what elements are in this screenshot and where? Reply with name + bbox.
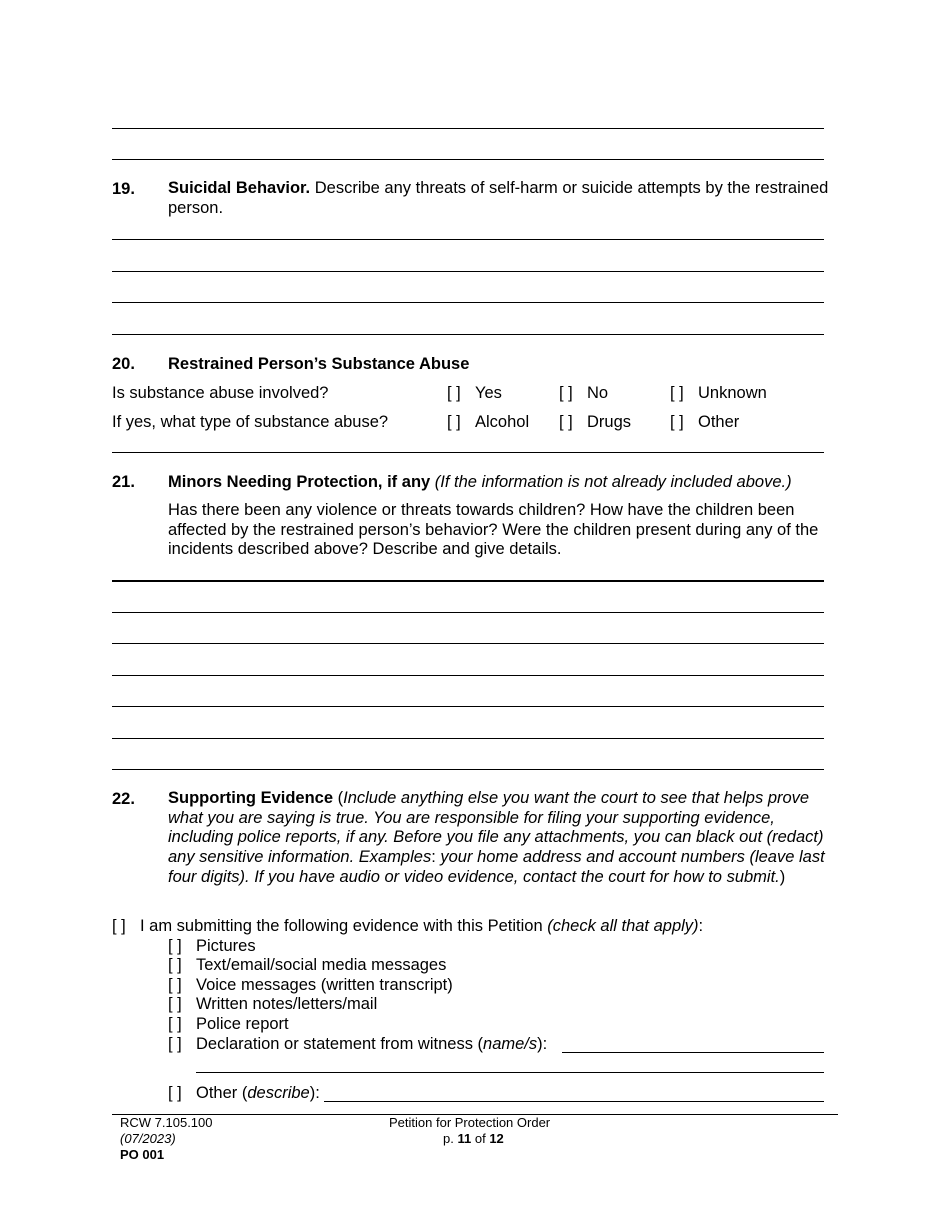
section-21-heading [168,472,792,492]
blank-line[interactable] [112,302,824,303]
checkbox-bracket: [ ] [168,1084,182,1102]
section-22-heading: Supporting Evidence (Include anything else you want the court to see that helps prove what you are saying is true. You are responsible for filing your supporting evidence, including police reports, if any. Before you file any attachments, you can black out (redact) any sensitive information. Examples: your home address and account numbers (leave last four digits). If you have audio or video evidence, contact the court for how to submit.) [168,789,825,886]
checkbox-messages[interactable]: [ ] Text/email/social media messages [168,956,447,974]
checkbox-bracket: [ ] [168,1015,182,1033]
other-describe-field[interactable] [324,1101,824,1102]
section-19-number: 19. [112,180,135,198]
section-22-note-cont: your home address and account numbers (leave last four digits). If you have audio or video evidence, contact the court for how to submit. [168,848,825,886]
section-19-text: Describe any threats of self-harm or suicide attempts by the restrained person. [168,179,829,217]
checkbox-substance-yes[interactable]: [ ] Yes [447,384,502,402]
blank-line[interactable] [112,738,824,739]
checkbox-voice-messages[interactable]: [ ] Voice messages (written transcript) [168,976,453,994]
blank-line[interactable] [112,675,824,676]
checkbox-bracket: [ ] [168,937,182,955]
witness-name-field[interactable] [562,1052,824,1053]
checkbox-substance-no[interactable]: [ ] No [559,384,609,402]
blank-line[interactable] [112,271,824,272]
checkbox-bracket: [ ] [168,995,182,1013]
checkbox-police-report[interactable]: [ ] Police report [168,1015,289,1033]
section-19-title: Suicidal Behavior. [168,179,311,197]
checkbox-bracket: [ ] [670,384,684,402]
checkbox-bracket: [ ] [168,976,182,994]
section-22-title: Supporting Evidence [168,789,334,807]
checkbox-other-substance[interactable]: [ ] Other [670,413,740,431]
checkbox-bracket: [ ] [559,413,573,431]
witness-name-field-line-2[interactable] [196,1072,824,1073]
checkbox-witness-declaration[interactable]: [ ] Declaration or statement from witness (name/s): [168,1035,548,1053]
substance-involved-question: Is substance abuse involved? [112,384,329,402]
checkbox-bracket: [ ] [112,917,126,935]
checkbox-bracket: [ ] [168,956,182,974]
footer-form-number: PO 001 [120,1147,165,1162]
section-19-heading [168,179,833,218]
checkbox-alcohol[interactable]: [ ] Alcohol [447,413,530,431]
section-divider [112,452,824,453]
checkbox-bracket: [ ] [447,413,461,431]
blank-line[interactable] [112,612,824,613]
blank-line[interactable] [112,159,824,160]
blank-line[interactable] [112,643,824,644]
checkbox-written-notes[interactable]: [ ] Written notes/letters/mail [168,995,378,1013]
section-21-text: Has there been any violence or threats towards children? How have the children been affected by the restrained person’s behavior? Were the children present during any of the incidents described above? Describe and give details. [168,501,819,559]
footer-rcw: RCW 7.105.100 [120,1115,213,1130]
section-22-note: Include anything else you want the court to see that helps prove what you are saying is true. You are responsible for filing your supporting evidence, including police reports, if any. Before you file any attachments, you can black out (redact) any sensitive information. Examples [168,789,824,867]
footer-page-number: p. 11 of 12 [443,1131,504,1146]
section-21-title: Minors Needing Protection, if any [168,473,431,491]
section-20-title: Restrained Person’s Substance Abuse [168,355,470,373]
checkbox-bracket: [ ] [447,384,461,402]
section-22-number: 22. [112,790,135,808]
section-21-number: 21. [112,473,135,491]
substance-type-question: If yes, what type of substance abuse? [112,413,389,431]
blank-line[interactable] [112,334,824,335]
footer-date: (07/2023) [120,1131,176,1146]
blank-line[interactable] [112,706,824,707]
checkbox-drugs[interactable]: [ ] Drugs [559,413,632,431]
checkbox-bracket: [ ] [168,1035,182,1053]
checkbox-bracket: [ ] [670,413,684,431]
checkbox-bracket: [ ] [559,384,573,402]
blank-line[interactable] [112,769,824,770]
blank-line[interactable] [112,239,824,240]
blank-line[interactable] [112,580,824,582]
section-21-note: (If the information is not already included above.) [434,473,792,491]
footer-form-title: Petition for Protection Order [389,1115,551,1130]
blank-line[interactable] [112,128,824,129]
checkbox-substance-unknown[interactable]: [ ] Unknown [670,384,767,402]
checkbox-submitting-evidence[interactable]: [ ] I am submitting the following evidence with this Petition (check all that apply): [112,917,704,935]
section-20-number: 20. [112,355,135,373]
checkbox-other-evidence[interactable]: [ ] Other (describe): [168,1084,320,1102]
checkbox-pictures[interactable]: [ ] Pictures [168,937,256,955]
